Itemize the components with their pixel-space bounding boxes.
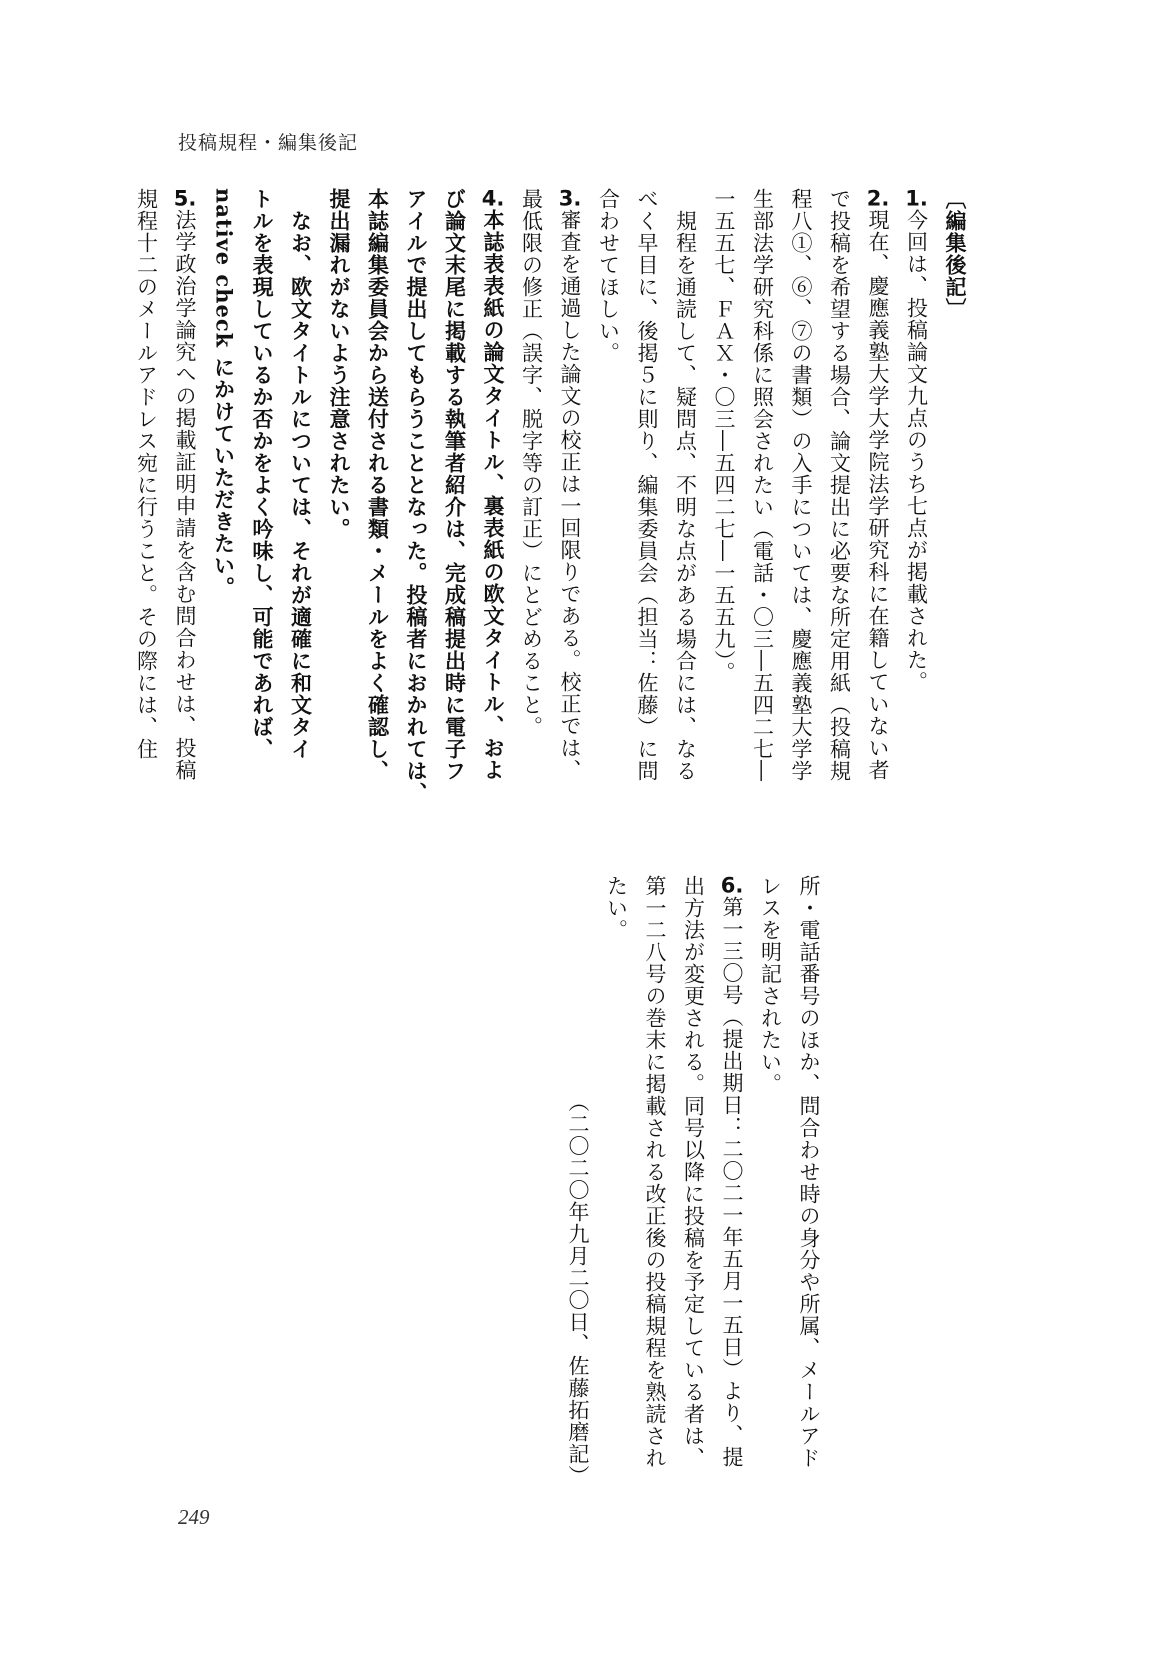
running-header: 投稿規程・編集後記 <box>178 132 359 154</box>
text-line <box>166 188 205 788</box>
text-line <box>281 188 320 788</box>
item-number: 3. <box>558 188 582 209</box>
text-line <box>713 875 752 1487</box>
text-line <box>897 188 936 788</box>
line-text: 規程十二のメールアドレス宛に行うこと。その際には、住 <box>134 188 159 760</box>
text-line <box>358 188 397 788</box>
line-text: 最低限の修正（誤字、脱字等の訂正）にとどめること。 <box>519 188 544 738</box>
text-line <box>243 188 282 788</box>
text-line <box>705 188 744 788</box>
line-text: レスを明記されたい。 <box>758 875 783 1095</box>
text-line <box>820 188 859 788</box>
line-text: 生部法学研究科係に照会されたい（電話・〇三―五四二七― <box>750 188 775 782</box>
text-line <box>674 875 713 1487</box>
text-line <box>435 188 474 788</box>
text-line <box>666 188 705 788</box>
line-text: 審査を通過した論文の校正は一回限りである。校正では、 <box>558 209 582 781</box>
text-line <box>859 188 898 788</box>
line-text: 提出漏れがないよう注意されたい。 <box>327 188 352 540</box>
item-number: 4. <box>481 188 505 209</box>
line-text: 今回は、投稿論文九点のうち七点が掲載された。 <box>904 209 929 693</box>
line-text: 現在、慶應義塾大学大学院法学研究科に在籍していない者 <box>866 209 890 781</box>
text-line <box>320 188 359 788</box>
item-number: 2. <box>866 188 890 209</box>
line-text: 所・電話番号のほか、問合わせ時の身分や所属、メールアド <box>797 875 821 1469</box>
text-line <box>551 188 590 788</box>
text-line <box>589 188 628 788</box>
text-line <box>597 875 636 1487</box>
text-line <box>628 188 667 788</box>
line-text: たい。 <box>604 875 629 941</box>
line-text: 一五五七、ＦＡＸ・〇三―五四二七―一五五九）。 <box>712 188 736 684</box>
text-line <box>512 188 551 788</box>
text-line <box>790 875 829 1487</box>
line-text: 規程を通読して、疑問点、不明な点がある場合には、なる <box>673 188 698 782</box>
line-text: 出方法が変更される。同号以降に投稿を予定している者は、 <box>681 875 706 1469</box>
line-text: べく早目に、後掲５に則り、編集委員会（担当：佐藤）に問 <box>635 188 659 782</box>
line-text: 法学政治学論究への掲載証明申請を含む問合わせは、投稿 <box>173 209 197 781</box>
line-text: で投稿を希望する場合、論文提出に必要な所定用紙（投稿規 <box>827 188 852 782</box>
line-text: トルを表現しているか否かをよく吟味し、可能であれば、 <box>250 188 275 760</box>
item-number: 5. <box>173 188 197 209</box>
line-text: 〔編集後記〕 <box>943 188 967 320</box>
editorial-postscript-lower-block <box>559 875 829 1487</box>
text-line <box>751 875 790 1487</box>
section-title <box>936 188 975 788</box>
line-text: 本誌表表紙の論文タイトル、裏表紙の欧文タイトル、およ <box>481 209 506 781</box>
line-text: native check にかけていただきたい。 <box>211 188 237 599</box>
line-text: 合わせてほしい。 <box>596 188 621 364</box>
text-line <box>782 188 821 788</box>
line-text: なお、欧文タイトルについては、それが適確に和文タイ <box>288 188 314 760</box>
text-line <box>204 188 243 788</box>
text-line <box>397 188 436 804</box>
signature: （二〇二〇年九月二〇日、佐藤拓磨記） <box>566 1091 590 1487</box>
text-line <box>743 188 782 788</box>
line-text: アイルで提出してもらうこととなった。投稿者におかれては、 <box>404 188 429 804</box>
text-line <box>636 875 675 1487</box>
line-text: 本誌編集委員会から送付される書類・メールをよく確認し、 <box>365 188 391 782</box>
line-text: 程八①、⑥、⑦の書類）の入手については、慶應義塾大学学 <box>789 188 813 782</box>
line-text: 第一三〇号（提出期日：二〇二一年五月一五日）より、提 <box>720 896 744 1468</box>
text-line <box>127 188 166 788</box>
item-number: 6. <box>720 875 744 896</box>
item-number: 1. <box>905 188 928 209</box>
line-text: 第一二八号の巻末に掲載される改正後の投稿規程を熟読され <box>643 875 667 1469</box>
page-number: 249 <box>178 1505 210 1529</box>
line-text: び論文末尾に掲載する執筆者紹介は、完成稿提出時に電子フ <box>442 188 468 782</box>
text-line <box>474 188 513 788</box>
editorial-postscript-upper-block <box>127 188 974 804</box>
